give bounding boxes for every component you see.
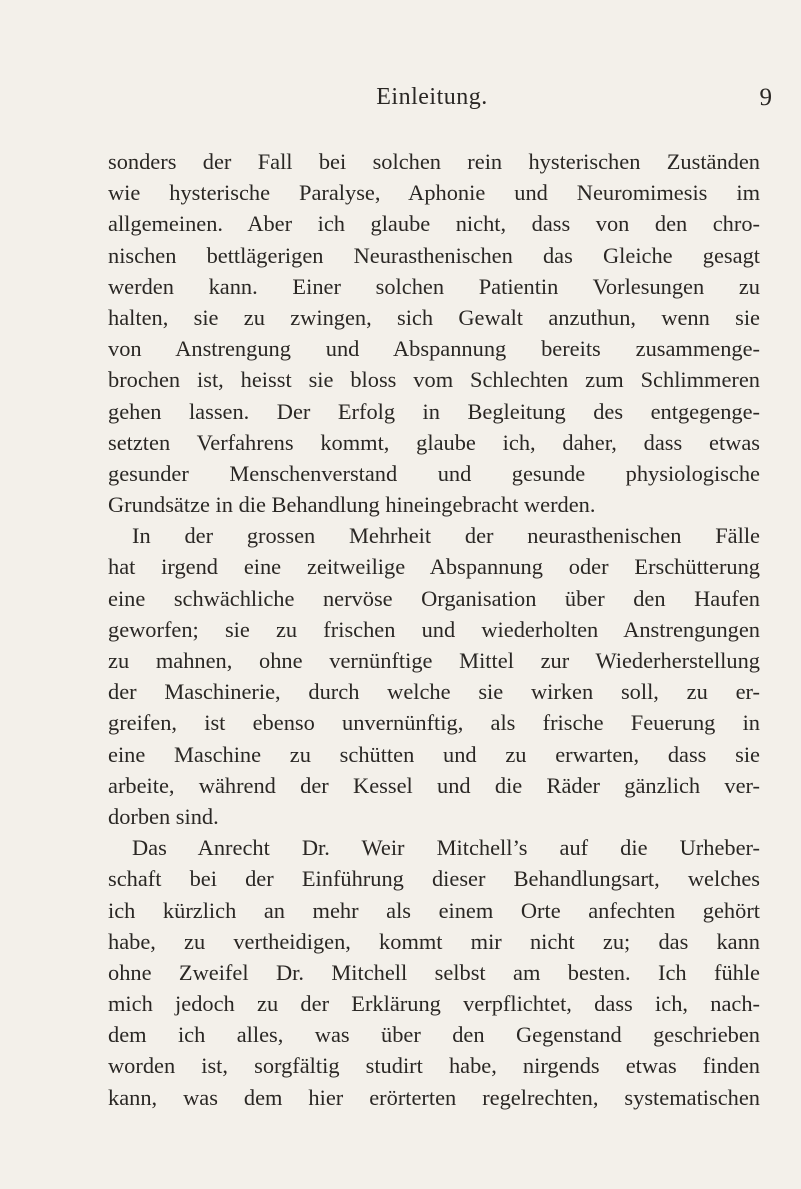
text-line: sonders der Fall bei solchen rein hysterischen Zuständen (108, 149, 760, 174)
text-line: gesunder Menschenverstand und gesunde physiologische (108, 460, 760, 486)
text-line: mich jedoch zu der Erklärung verpflichtet, dass ich, nach- (108, 991, 760, 1017)
text-line: habe, zu vertheidigen, kommt mir nicht zu; das kann (108, 928, 760, 954)
body-text (108, 146, 760, 1113)
running-head: Einleitung. (376, 84, 488, 110)
text-line: dem ich alles, was über den Gegenstand geschrieben (108, 1022, 760, 1048)
text-line: werden kann. Einer solchen Patientin Vorlesungen zu (108, 273, 760, 299)
text-line: arbeite, während der Kessel und die Räder gänzlich ver- (108, 772, 760, 798)
text-line: wie hysterische Paralyse, Aphonie und Neuromimesis im (108, 180, 760, 206)
text-line: gehen lassen. Der Erfolg in Begleitung des entgegenge- (108, 398, 760, 424)
text-line: dorben sind. (108, 803, 219, 829)
text-line: setzten Verfahrens kommt, glaube ich, daher, dass etwas (108, 429, 760, 455)
paragraph-start-line: Das Anrecht Dr. Weir Mitchell’s auf die Urheber- (132, 835, 760, 861)
text-line: ich kürzlich an mehr als einem Orte anfechten gehört (108, 897, 760, 923)
text-line: ohne Zweifel Dr. Mitchell selbst am besten. Ich fühle (108, 959, 760, 985)
page-number: 9 (759, 84, 772, 111)
paragraph-start-line: In der grossen Mehrheit der neurasthenischen Fälle (132, 523, 760, 549)
text-line: geworfen; sie zu frischen und wiederholten Anstrengungen (108, 616, 760, 642)
text-line: schaft bei der Einführung dieser Behandlungsart, welches (108, 866, 760, 892)
text-line: der Maschinerie, durch welche sie wirken soll, zu er- (108, 679, 760, 705)
text-line: hat irgend eine zeitweilige Abspannung oder Erschütterung (108, 554, 760, 580)
text-line: allgemeinen. Aber ich glaube nicht, dass von den chro- (108, 211, 760, 237)
text-line: nischen bettlägerigen Neurasthenischen das Gleiche gesagt (108, 242, 760, 268)
text-line: greifen, ist ebenso unvernünftig, als frische Feuerung in (108, 710, 760, 736)
text-line: brochen ist, heisst sie bloss vom Schlechten zum Schlimmeren (108, 367, 760, 393)
text-line: worden ist, sorgfältig studirt habe, nirgends etwas finden (108, 1053, 760, 1079)
text-line: eine Maschine zu schütten und zu erwarten, dass sie (108, 741, 760, 767)
text-line: kann, was dem hier erörterten regelrechten, systematischen (108, 1084, 760, 1110)
text-line: eine schwächliche nervöse Organisation über den Haufen (108, 585, 760, 611)
page-header (92, 84, 772, 124)
text-line: von Anstrengung und Abspannung bereits zusammenge- (108, 336, 760, 362)
text-line: zu mahnen, ohne vernünftige Mittel zur Wiederherstellung (108, 648, 760, 673)
text-line: Grundsätze in die Behandlung hineingebracht werden. (108, 492, 596, 518)
text-line: halten, sie zu zwingen, sich Gewalt anzuthun, wenn sie (108, 304, 760, 330)
